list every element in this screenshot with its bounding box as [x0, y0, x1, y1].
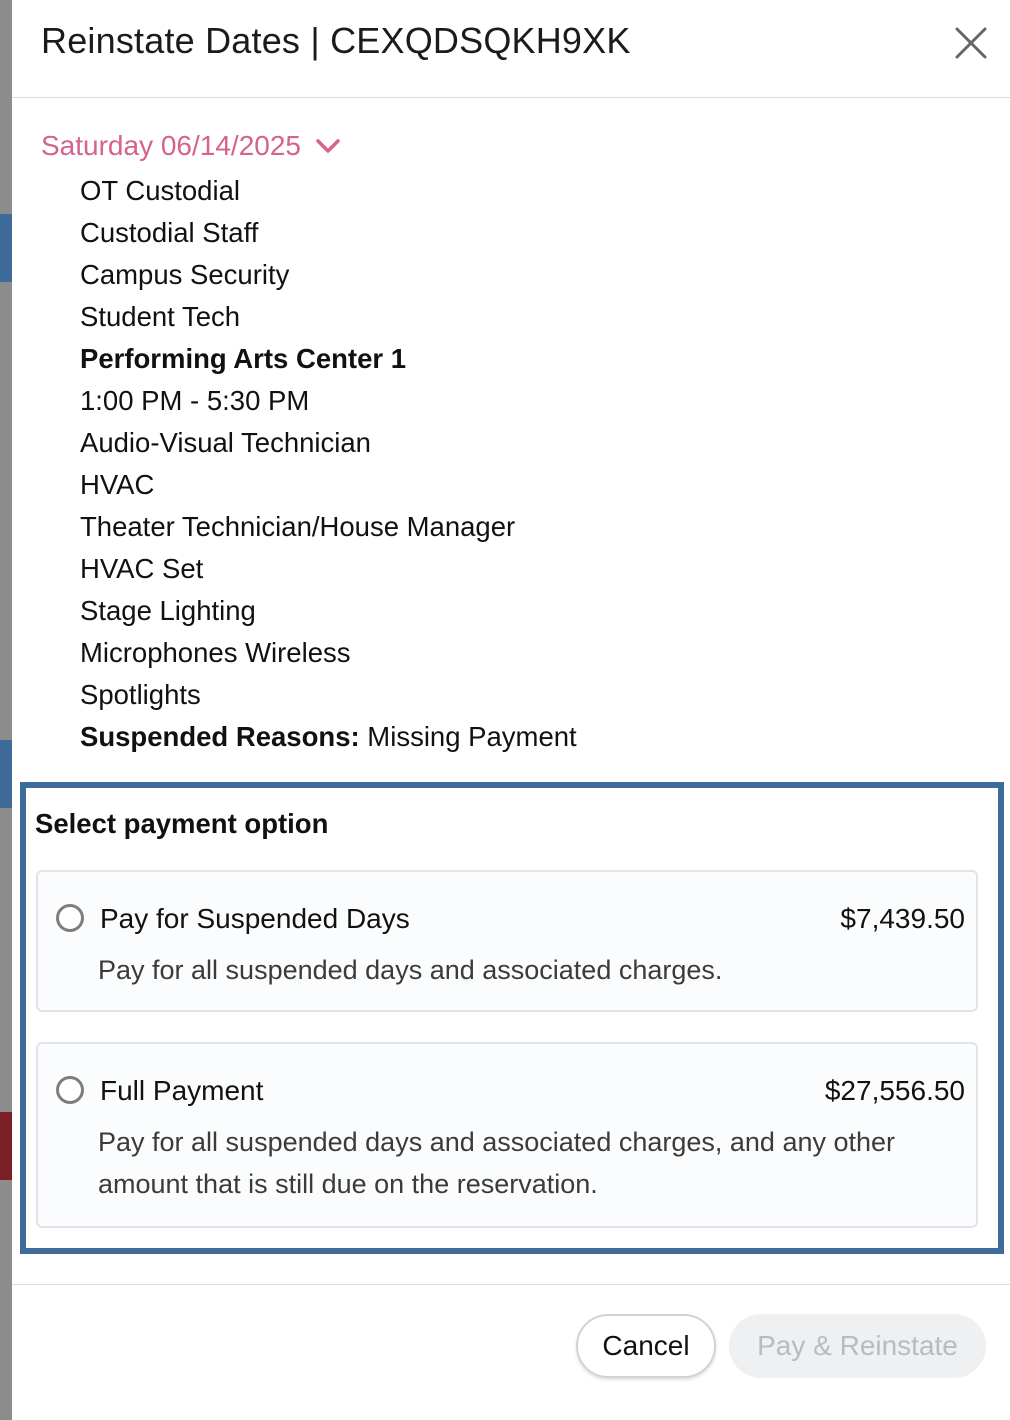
- date-label: Saturday 06/14/2025: [41, 130, 301, 161]
- list-item: Stage Lighting: [80, 595, 256, 626]
- suspended-reasons: [80, 716, 577, 758]
- list-item: HVAC Set: [80, 553, 204, 584]
- option-description: Pay for all suspended days and associated charges, and any other amount that is still due on the reservation.: [98, 1127, 896, 1199]
- date-toggle[interactable]: [41, 130, 341, 162]
- list-item: Custodial Staff: [80, 217, 259, 248]
- payment-option-full-payment[interactable]: [36, 1042, 978, 1228]
- close-icon: [952, 24, 990, 62]
- radio-button[interactable]: [56, 904, 84, 932]
- option-amount: $7,439.50: [840, 903, 965, 934]
- option-amount: $27,556.50: [824, 1075, 965, 1106]
- list-item: Microphones Wireless: [80, 637, 351, 668]
- list-item: Campus Security: [80, 259, 290, 290]
- pay-reinstate-button[interactable]: Pay & Reinstate: [729, 1314, 986, 1378]
- payment-option-section: [20, 782, 1004, 1254]
- list-item: OT Custodial: [80, 175, 240, 206]
- chevron-down-icon: [315, 138, 341, 154]
- payment-option-suspended-days[interactable]: [36, 870, 978, 1012]
- footer-divider: [12, 1284, 1010, 1285]
- list-item: Student Tech: [80, 301, 241, 332]
- option-label: Full Payment: [100, 1075, 264, 1106]
- radio-button[interactable]: [56, 1076, 84, 1104]
- list-item: Audio-Visual Technician: [80, 427, 371, 458]
- payment-section-title: Select payment option: [35, 808, 329, 839]
- background-page: [0, 0, 12, 1420]
- background-blue-block: [0, 214, 12, 282]
- time-range: 1:00 PM - 5:30 PM: [80, 385, 310, 416]
- suspended-reasons-label: Suspended Reasons:: [80, 721, 360, 752]
- option-label: Pay for Suspended Days: [100, 903, 410, 934]
- background-blue-block: [0, 740, 12, 808]
- venue-name: Performing Arts Center 1: [80, 343, 406, 374]
- list-item: Theater Technician/House Manager: [80, 511, 516, 542]
- date-detail-list: [80, 170, 577, 758]
- list-item: Spotlights: [80, 679, 201, 710]
- reinstate-dates-modal: [12, 0, 1010, 1420]
- modal-title: Reinstate Dates | CEXQDSQKH9XK: [41, 20, 631, 61]
- suspended-reasons-value: Missing Payment: [367, 721, 577, 752]
- list-item: HVAC: [80, 469, 155, 500]
- option-description: Pay for all suspended days and associated charges.: [98, 955, 723, 985]
- modal-header: [12, 0, 1010, 98]
- close-button[interactable]: [952, 24, 990, 62]
- cancel-button[interactable]: Cancel: [576, 1314, 716, 1378]
- background-red-block: [0, 1112, 12, 1180]
